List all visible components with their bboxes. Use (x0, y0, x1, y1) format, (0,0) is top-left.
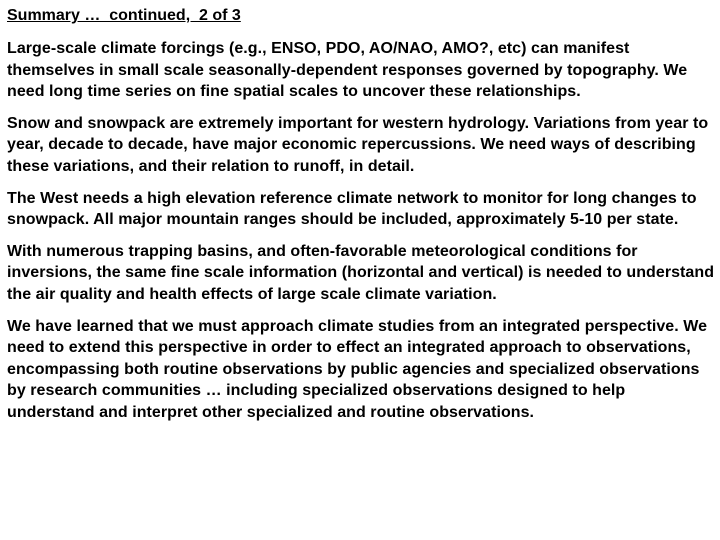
paragraph-air-quality: With numerous trapping basins, and often-favorable meteorological conditions for inversions, the same fine scale information (horizontal and vertical) is needed to understand the air quality and health effects of large scale climate variation. (7, 242, 715, 303)
paragraph-reference-network: The West needs a high elevation reference climate network to monitor for long changes to snowpack. All major mountain ranges should be included, approximately 5-10 per state. (7, 189, 697, 229)
paragraph-snowpack: Snow and snowpack are extremely important for western hydrology. Variations from year to year, decade to decade, have major economic repercussions. We need ways of describing these variations, and their relation to runoff, in detail. (7, 114, 709, 175)
slide-content (7, 6, 715, 434)
paragraph-climate-forcings: Large-scale climate forcings (e.g., ENSO, PDO, AO/NAO, AMO?, etc) can manifest themselves in small scale seasonally-dependent responses governed by topography. We need long time series on fine spatial scales to uncover these relationships. (7, 40, 688, 101)
slide-heading: Summary … continued, 2 of 3 (7, 7, 241, 24)
paragraph-integrated-perspective: We have learned that we must approach climate studies from an integrated perspective. We need to extend this perspective in order to effect an integrated approach to observations, encompassing both routine observations by public agencies and specialized observations by research communities … including specialized observations designed to help understand and interpret other specialized and routine observations. (7, 317, 708, 421)
